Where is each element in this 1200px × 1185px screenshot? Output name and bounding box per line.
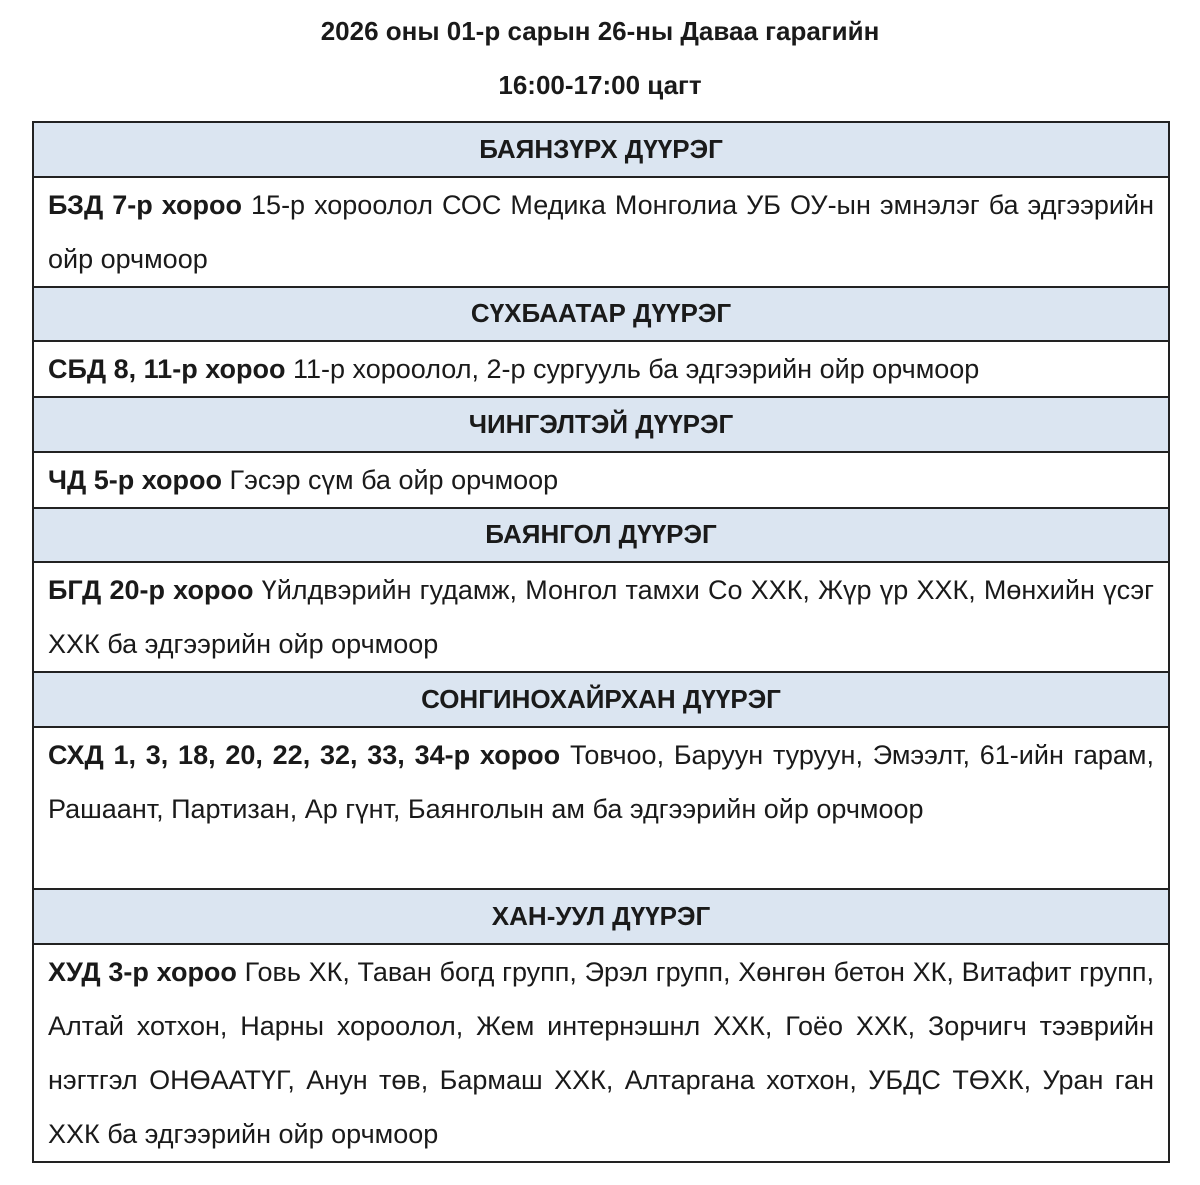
district-header-khan-uul: ХАН-УУЛ ДҮҮРЭГ: [34, 890, 1168, 945]
outage-table: [32, 121, 1170, 1163]
district-entry-bayanzurkh: [34, 178, 1168, 288]
location-list: Гэсэр сүм ба ойр орчмоор: [222, 464, 559, 495]
district-entry-songinokhairkhan: [34, 728, 1168, 891]
khoroo-label: БЗД 7-р хороо: [48, 189, 243, 220]
district-header-chingeltei: ЧИНГЭЛТЭЙ ДҮҮРЭГ: [34, 398, 1168, 453]
location-list: Говь ХК, Таван богд групп, Эрэл групп, Хөнгөн бетон ХК, Витафит групп, Алтай хотхон, Нарны хороолол, Жем интернэшнл ХХК, Гоёо ХХК, Зорчигч тээврийн нэгтгэл ОНӨААТҮГ, Анун төв, Бармаш ХХК, Алтаргана хотхон, УБДС ТӨХК, Уран ган ХХК ба эдгээрийн ойр орчмоор: [48, 957, 1154, 1150]
district-entry-chingeltei: [34, 453, 1168, 509]
khoroo-label: ХУД 3-р хороо: [48, 957, 237, 988]
location-list: Үйлдвэрийн гудамж, Монгол тамхи Со ХХК, Жүр үр ХХК, Мөнхийн үсэг ХХК ба эдгээрийн ойр орчмоор: [48, 575, 1154, 660]
location-list: 15-р хороолол СОС Медика Монголиа УБ ОУ-ын эмнэлэг ба эдгээрийн ойр орчмоор: [48, 189, 1154, 274]
page-title: 2026 оны 01-р сарын 26-ны Даваа гарагийн: [320, 16, 880, 46]
time-range: 16:00-17:00 цагт: [498, 70, 702, 100]
district-entry-khan-uul: [34, 945, 1168, 1161]
district-header-bayangol: БАЯНГОЛ ДҮҮРЭГ: [34, 509, 1168, 564]
location-list: 11-р хороолол, 2-р сургууль ба эдгээрийн ойр орчмоор: [285, 354, 980, 385]
khoroo-label: СБД 8, 11-р хороо: [48, 354, 286, 385]
khoroo-label: ЧД 5-р хороо: [48, 464, 223, 495]
khoroo-label: СХД 1, 3, 18, 20, 22, 32, 33, 34-р хороо: [48, 739, 561, 770]
district-entry-sukhbaatar: [34, 342, 1168, 398]
district-header-sukhbaatar: СҮХБААТАР ДҮҮРЭГ: [34, 288, 1168, 343]
location-list: Товчоо, Баруун туруун, Эмээлт, 61-ийн гарам, Рашаант, Партизан, Ар гүнт, Баянголын ам ба эдгээрийн ойр орчмоор: [48, 739, 1154, 824]
district-entry-bayangol: [34, 563, 1168, 673]
district-header-songinokhairkhan: СОНГИНОХАЙРХАН ДҮҮРЭГ: [34, 673, 1168, 728]
khoroo-label: БГД 20-р хороо: [48, 575, 254, 606]
district-header-bayanzurkh: БАЯНЗҮРХ ДҮҮРЭГ: [34, 123, 1168, 178]
